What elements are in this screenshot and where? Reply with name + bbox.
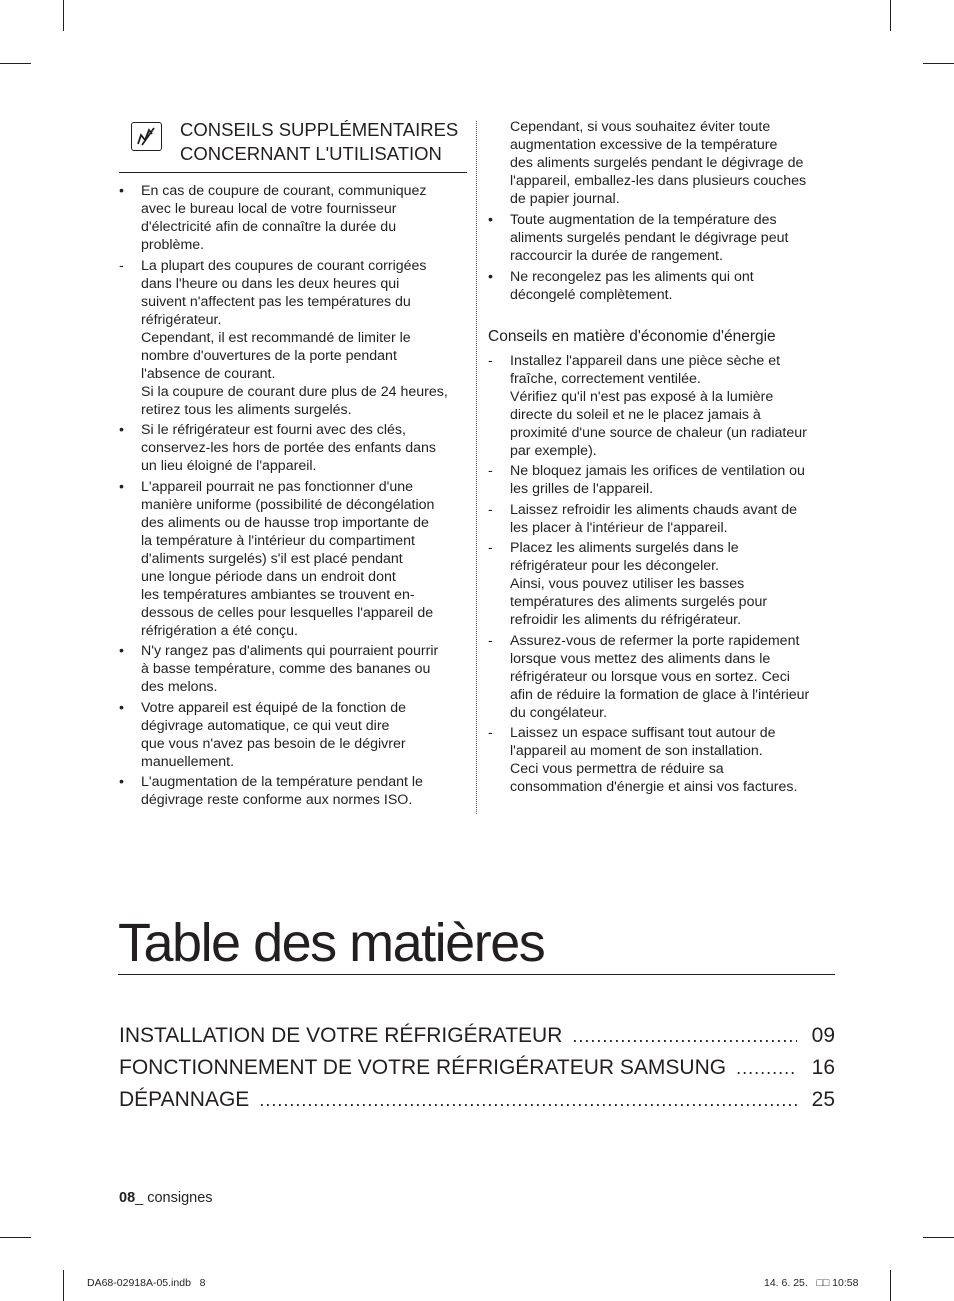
list-item [119,699,467,771]
list-item-text: Toute augmentation de la température des aliments surgelés pendant le dégivrage peut raccourcir la durée de rangement. [510,212,789,264]
list-item-text: Si le réfrigérateur est fourni avec des clés, conservez-les hors de portée des enfants dans un lieu éloigné de l'appareil. [141,422,436,474]
list-item-text: Assurez-vous de refermer la porte rapidement lorsque vous mettez des aliments dans le réfrigérateur ou lorsque vous en sortez. Ceci afin de réduire la formation de glace à l'intérieur du congélateur. [510,632,810,721]
heading-line: CONSEILS SUPPLÉMENTAIRES [180,119,459,140]
section-heading [119,118,467,173]
list-item-text: Laissez refroidir les aliments chauds avant de les placer à l'intérieur de l'appareil. [510,501,798,536]
toc-entry[interactable] [119,1052,835,1084]
list-marker: • [119,699,124,716]
list-item-text: L'appareil pourrait ne pas fonctionner d'une manière uniforme (possibilité de décongélation des aliments ou de hausse trop importante de la température à l'intérieur du compartiment d'aliments surgelés) s'il est placé pendant une longue période dans un endroit dont les températures ambiantes se trouvent en- dessous de celles pour lesquelles l'appareil de réfrigération a été conçu. [141,478,435,639]
toc-entry-page: 09 [811,1024,835,1047]
toc-entry[interactable] [119,1084,835,1116]
toc-entry-label: DÉPANNAGE [119,1088,250,1111]
list-marker: - [488,463,493,479]
crop-mark [890,0,891,31]
toc-entry-label: FONCTIONNEMENT DE VOTRE RÉFRIGÉRATEUR SAMSUNG [119,1056,727,1079]
list-marker: • [488,268,493,285]
list-item [119,421,467,475]
list-item [488,539,834,629]
list-item [488,501,834,537]
note-pencil-icon [131,122,162,151]
list-item [119,478,467,640]
list-marker: - [119,257,124,274]
toc-title: Table des matières [118,912,835,975]
list-marker: • [488,212,493,228]
list-marker: - [488,540,493,556]
list-item [119,182,467,254]
toc-entry-page: 16 [811,1056,835,1079]
list-item [488,352,834,460]
list-marker: - [488,352,493,369]
list-item-text: Laissez un espace suffisant tout autour de l'appareil au moment de son installation. Ceci vous permettra de réduire sa consommation d'énergie et ainsi vos factures. [510,725,798,795]
toc-entry-page: 25 [811,1088,835,1111]
crop-mark [63,1270,64,1301]
toc-leader [572,1020,797,1052]
list-item [488,724,834,796]
toc-leader [259,1084,797,1116]
list-item-text: L'augmentation de la température pendant le dégivrage reste conforme aux normes ISO. [141,774,423,808]
crop-mark [0,1237,31,1238]
list-item [488,268,834,304]
heading-line: CONCERNANT L'UTILISATION [180,143,442,164]
page-footer [119,1190,213,1206]
list-item [119,642,467,696]
list-item-text: Ne recongelez pas les aliments qui ont décongelé complètement. [510,268,754,303]
toc-entry-label: INSTALLATION DE VOTRE RÉFRIGÉRATEUR [119,1024,563,1047]
list-item-text: En cas de coupure de courant, communiquez avec le bureau local de votre fournisseur d'électricité afin de connaître la durée du problème. [141,183,427,253]
page-number: 08 [119,1190,136,1206]
list-item-text: Ne bloquez jamais les orifices de ventilation ou les grilles de l'appareil. [510,463,805,497]
list-item-text: Placez les aliments surgelés dans le réfrigérateur pour les décongeler. Ainsi, vous pouvez utiliser les basses températures des aliments surgelés pour refroidir les aliments du réfrigérateur. [510,540,768,628]
print-file-slug: DA68-02918A-05.indb 8 [87,1277,206,1289]
crop-mark [890,1270,891,1301]
toc-entry[interactable] [119,1020,835,1052]
print-date-slug: 14. 6. 25. □□ 10:58 [764,1277,859,1289]
list-marker: - [488,725,493,741]
toc-leader [736,1052,797,1084]
list-marker: • [119,643,124,659]
list-marker: • [119,183,124,199]
toc-list [119,1020,835,1116]
list-item-text: La plupart des coupures de courant corrigées dans l'heure ou dans les deux heures qui suivent n'affectent pas les températures du réfrigérateur. Cependant, il est recommandé de limiter le nombre d'ouvertures de la porte pendant l'absence de courant. Si la coupure de courant dure plus de 24 heures, retirez tous les aliments surgelés. [141,257,448,418]
list-marker: • [119,422,124,438]
continuation-text: Cependant, si vous souhaitez éviter toute augmentation excessive de la température des aliments surgelés pendant le dégivrage de l'appareil, emballez-les dans plusieurs couches de papier journal. [510,119,807,207]
crop-mark [923,1237,954,1238]
list-marker: • [119,774,124,790]
list-item [488,632,834,722]
energy-subheading: Conseils en matière d'économie d'énergie [488,327,776,345]
list-marker: • [119,478,124,495]
footer-section: _ consignes [135,1190,213,1206]
list-item [488,211,834,265]
list-marker: - [488,501,493,518]
list-marker: - [488,632,493,649]
list-item-text: Installez l'appareil dans une pièce sèche et fraîche, correctement ventilée. Vérifiez qu'il n'est pas exposé à la lumière directe du soleil et ne le placez jamais à proximité d'une source de chaleur (un radiateur par exemple). [510,352,807,459]
crop-mark [923,63,954,64]
column-divider [476,121,477,814]
crop-mark [0,63,31,64]
right-column [488,118,834,799]
left-column [119,118,467,812]
list-item [119,773,467,809]
list-item-text: N'y rangez pas d'aliments qui pourraient pourrir à basse température, comme des bananes ou des melons. [141,643,439,695]
list-item-text: Votre appareil est équipé de la fonction de dégivrage automatique, ce qui veut dire que vous n'avez pas besoin de le dégivrer manuellement. [141,699,407,770]
list-item [488,462,834,498]
list-item [119,257,467,419]
crop-mark [63,0,64,31]
